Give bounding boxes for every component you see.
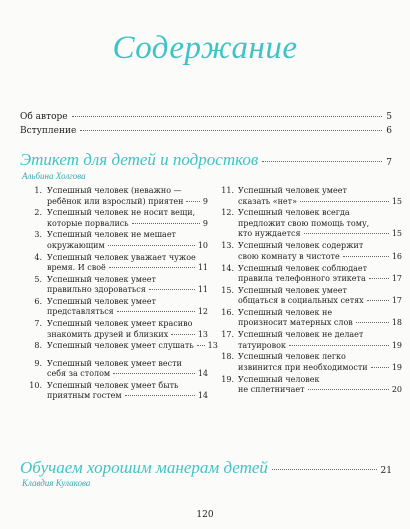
toc-entry-line-with-page	[238, 274, 402, 285]
toc-entry-text-line: Успешный человек умеет	[47, 296, 156, 306]
dot-leader	[171, 334, 195, 335]
toc-entry-line-with-page	[47, 285, 208, 296]
toc-entry-number: 18.	[221, 352, 234, 362]
toc-entry-text: время. И своё	[47, 263, 106, 273]
toc-entry-text: которые порвались	[47, 218, 129, 228]
toc-entry-number: 5.	[34, 274, 42, 284]
toc-entry-line-with-page	[238, 341, 402, 352]
toc-entry-text-line: Успешный человек соблюдает	[238, 263, 368, 273]
toc-entry-text: свою комнату в чистоте	[238, 251, 340, 261]
toc-entry-line-with-page	[238, 252, 402, 263]
dot-leader	[304, 233, 389, 234]
toc-entry-text-line: Успешный человек не носит вещи,	[47, 208, 196, 218]
toc-entry-number: 15.	[221, 285, 234, 295]
dot-leader	[289, 345, 389, 346]
toc-entry-page: 19	[391, 340, 402, 350]
toc-entry-page: 20	[391, 385, 402, 394]
section-title-etiquette[interactable]	[20, 150, 392, 170]
toc-entry-number: 7.	[34, 319, 42, 329]
dot-leader	[356, 322, 389, 323]
toc-entry-line-with-page	[47, 391, 208, 402]
toc-entry-page: 9	[202, 196, 208, 206]
toc-entry-text: не сплетничает	[238, 385, 305, 394]
toc-entry-text: извинится при необходимости	[238, 362, 368, 372]
toc-entry-line-with-page	[47, 241, 208, 252]
toc-column-left	[28, 186, 218, 403]
toc-entry-text-line: Успешный человек умеет вести	[47, 358, 182, 368]
toc-entry-line-with-page	[238, 385, 402, 396]
dot-leader	[262, 161, 382, 162]
dot-leader	[132, 223, 200, 224]
toc-entry[interactable]	[222, 264, 402, 285]
toc-entry-text-line: Успешный человек легко	[238, 352, 346, 362]
toc-entry-page: 10	[197, 240, 208, 250]
toc-entry[interactable]	[222, 375, 402, 396]
toc-entry-number: 16.	[221, 307, 234, 317]
toc-entry-page: 12	[197, 307, 208, 317]
toc-entry-text-line: Успешный человек всегда	[238, 208, 350, 218]
toc-entry-text-line: Успешный человек умеет быть	[47, 380, 179, 390]
toc-entry-line-with-page	[47, 330, 208, 341]
dot-leader	[197, 345, 205, 346]
toc-entry-number: 17.	[221, 330, 234, 340]
toc-entry-text: приятным гостем	[47, 391, 122, 401]
toc-entry[interactable]	[28, 341, 218, 357]
section-page: 21	[380, 466, 392, 476]
toc-entry-number: 14.	[221, 263, 234, 273]
toc-entry-page: 17	[391, 274, 402, 284]
toc-entry-page: 15	[391, 229, 402, 239]
toc-entry-text-line: Успешный человек (неважно —	[47, 186, 182, 195]
toc-entry-text: татуировок	[238, 340, 286, 350]
toc-entry-page: 14	[197, 391, 208, 401]
toc-entry-page: 11	[197, 263, 208, 273]
toc-column-right	[222, 186, 402, 397]
toc-entry-line-with-page	[47, 197, 208, 208]
toc-entry-line-with-page	[238, 318, 402, 329]
dot-leader	[109, 267, 195, 268]
toc-entry-number: 8.	[34, 341, 42, 351]
dot-leader	[108, 245, 195, 246]
section-author: Клавдия Кулакова	[22, 478, 91, 488]
toc-entry-page: 15	[391, 196, 402, 206]
toc-entry[interactable]	[222, 330, 402, 351]
toc-entry-text-line: Успешный человек не	[238, 307, 333, 317]
toc-entry-text-line: Успешный человек не мешает	[47, 230, 176, 240]
toc-entry-text-line: Успешный человек содержит	[238, 241, 364, 251]
toc-entry-number: 2.	[34, 208, 42, 218]
toc-entry-text: знакомить друзей и близких	[47, 329, 169, 339]
toc-entry-text: представляться	[47, 307, 114, 317]
toc-entry-number: 9.	[34, 358, 42, 368]
dot-leader	[371, 367, 389, 368]
dot-leader	[72, 116, 383, 117]
toc-entry-text: ребёнок или взрослый) приятен	[47, 196, 184, 206]
toc-entry-text: правильно здороваться	[47, 285, 146, 295]
dot-leader	[367, 300, 389, 301]
dot-leader	[80, 130, 382, 131]
dot-leader	[272, 469, 377, 470]
toc-entry[interactable]	[222, 208, 402, 240]
toc-entry-text: кто нуждается	[238, 229, 301, 239]
dot-leader	[308, 389, 389, 390]
toc-entry-text-line: Успешный человек не делает	[238, 330, 364, 340]
toc-entry-text-line: предложит свою помощь тому,	[238, 218, 370, 228]
dot-leader	[117, 311, 195, 312]
toc-entry-number: 1.	[34, 186, 42, 195]
dot-leader	[186, 201, 199, 202]
toc-entry[interactable]	[222, 352, 402, 373]
toc-entry-line-with-page	[238, 363, 402, 374]
section-page: 7	[386, 158, 392, 168]
toc-entry-page: 14	[197, 369, 208, 378]
toc-entry-page: 19	[391, 362, 402, 372]
toc-entry-text: сказать «нет»	[238, 196, 297, 206]
toc-entry-text: правила телефонного этикета	[238, 274, 366, 284]
toc-entry-text-line: Успешный человек уважает чужое	[47, 252, 196, 262]
toc-entry-about-author[interactable]	[20, 112, 392, 122]
toc-entry-page: 16	[391, 251, 402, 261]
dot-leader	[125, 395, 195, 396]
toc-entry-text: общаться в социальных сетях	[238, 296, 364, 306]
page-title: Содержание	[112, 30, 298, 66]
dot-leader	[369, 278, 389, 279]
toc-entry-number: 13.	[221, 241, 234, 251]
toc-entry[interactable]	[28, 319, 208, 340]
toc-entry-text-line: Успешный человек умеет	[47, 274, 156, 284]
toc-entry-label: Вступление	[20, 126, 77, 136]
toc-entry[interactable]	[222, 186, 402, 207]
toc-entry-page: 6	[386, 126, 392, 136]
toc-entry-number: 11.	[221, 186, 234, 195]
toc-entry[interactable]	[222, 308, 402, 329]
page-number: 120	[196, 510, 214, 520]
toc-entry-page: 17	[391, 296, 402, 306]
toc-entry-number: 19.	[221, 374, 234, 384]
dot-leader	[343, 256, 389, 257]
toc-entry-label: Об авторе	[20, 112, 68, 122]
toc-entry-text: произносит матерных слов	[238, 318, 353, 328]
section-title-text: Этикет для детей и подростков	[20, 150, 259, 169]
toc-entry-number: 12.	[221, 208, 234, 218]
toc-entry[interactable]	[222, 241, 402, 262]
toc-entry-page: 11	[197, 285, 208, 295]
toc-entry-line-with-page	[47, 219, 208, 230]
toc-entry-line-with-page	[47, 341, 218, 352]
toc-entry-line-with-page	[47, 307, 208, 318]
toc-entry-text-line: Успешный человек	[238, 374, 320, 384]
toc-entry-introduction[interactable]	[20, 126, 392, 136]
dot-leader	[149, 289, 195, 290]
toc-entry[interactable]	[222, 286, 402, 307]
toc-entry[interactable]	[28, 186, 208, 207]
section-author: Альбина Холгова	[22, 171, 86, 181]
dot-leader	[300, 201, 389, 202]
toc-entry-text: себя за столом	[47, 369, 111, 378]
toc-entry-line-with-page	[47, 263, 208, 274]
toc-entry[interactable]	[28, 230, 208, 251]
toc-entry[interactable]	[28, 359, 208, 380]
toc-entry-page: 13	[207, 341, 218, 351]
section-title-manners[interactable]	[20, 458, 392, 478]
toc-entry-line-with-page	[238, 296, 402, 307]
toc-entry-number: 10.	[29, 380, 42, 390]
toc-entry-number: 4.	[34, 252, 42, 262]
toc-entry[interactable]	[28, 275, 208, 296]
toc-entry-page: 5	[386, 112, 392, 122]
toc-entry-number: 3.	[34, 230, 42, 240]
toc-entry-line-with-page	[47, 369, 208, 380]
toc-entry-page: 9	[202, 218, 208, 228]
dot-leader	[113, 373, 195, 374]
toc-entry-text-line: Успешный человек умеет	[238, 186, 347, 195]
toc-entry-text: Успешный человек умеет слушать	[47, 341, 194, 351]
toc-entry-line-with-page	[238, 197, 402, 208]
section-title-text: Обучаем хорошим манерам детей	[20, 458, 268, 477]
toc-entry-text: окружающим	[47, 240, 105, 250]
toc-entry[interactable]	[28, 297, 208, 318]
toc-entry[interactable]	[28, 253, 208, 274]
toc-entry-page: 13	[197, 329, 208, 339]
toc-entry-number: 6.	[34, 296, 42, 306]
toc-entry[interactable]	[28, 381, 208, 402]
toc-entry-line-with-page	[238, 229, 402, 240]
toc-entry-page: 18	[391, 318, 402, 328]
toc-entry[interactable]	[28, 208, 208, 229]
toc-entry-text-line: Успешный человек умеет	[238, 285, 347, 295]
toc-entry-text-line: Успешный человек умеет красиво	[47, 319, 193, 329]
